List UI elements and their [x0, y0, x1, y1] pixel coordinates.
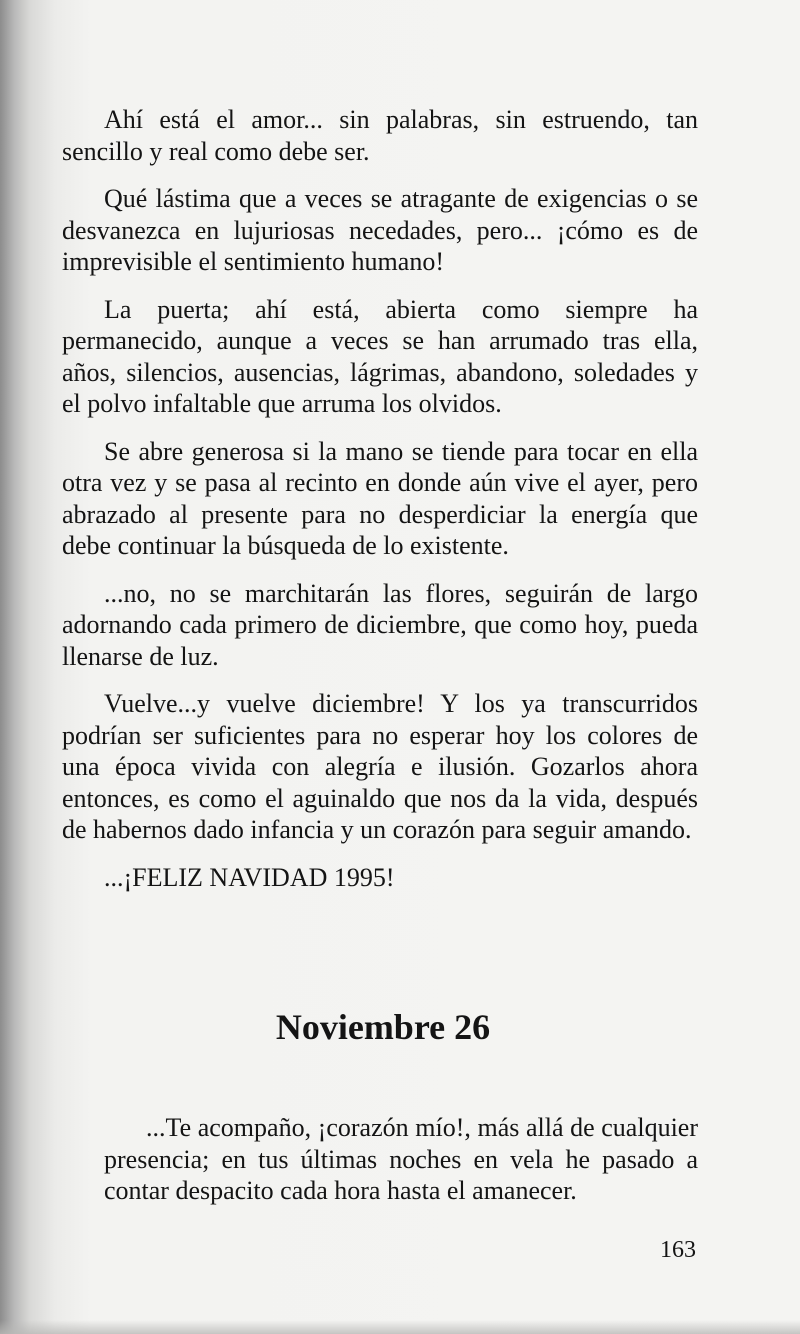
section-title: Noviembre 26	[275, 1007, 491, 1047]
paragraph-opens: Se abre generosa si la mano se tiende para tocar en ella otra vez y se pasa al recinto en donde aún vive el ayer, pero abrazado al presente para no desperdiciar la energía que debe continuar la búsqueda de lo existente.	[62, 436, 698, 560]
section-paragraph: ...Te acompaño, ¡corazón mío!, más allá de cualquier presencia; en tus últimas noches en vela he pasado a contar despacito cada hora hasta el amanecer.	[104, 1113, 698, 1205]
body-text	[62, 104, 698, 893]
paragraph-door: La puerta; ahí está, abierta como siempre ha permanecido, aunque a veces se han arrumado tras ella, años, silencios, ausencias, lágrimas, abandono, soledades y el polvo infaltable que arruma los olvidos.	[62, 294, 698, 418]
page-number: 163	[660, 1237, 696, 1263]
paragraph-december: Vuelve...y vuelve diciembre! Y los ya transcurridos podrían ser suficientes para no esperar hoy los colores de una época vivida con alegría e ilusión. Gozarlos ahora entonces, es como el aguinaldo que nos da la vida, después de habernos dado infancia y un corazón para seguir amando.	[62, 689, 698, 844]
page-edge-shadow	[0, 1320, 800, 1334]
section-body-text	[104, 1112, 698, 1207]
paragraph-flowers: ...no, no se marchitarán las flores, seguirán de largo adornando cada primero de diciembre, que como hoy, pueda llenarse de luz.	[62, 578, 698, 671]
paragraph-love: Ahí está el amor... sin palabras, sin estruendo, tan sencillo y real como debe ser.	[62, 105, 698, 166]
paragraph-greeting: ...¡FELIZ NAVIDAD 1995!	[104, 862, 395, 892]
paragraph-pity: Qué lástima que a veces se atragante de exigencias o se desvanezca en lujuriosas necedades, pero... ¡cómo es de imprevisible el sentimiento humano!	[62, 184, 698, 276]
